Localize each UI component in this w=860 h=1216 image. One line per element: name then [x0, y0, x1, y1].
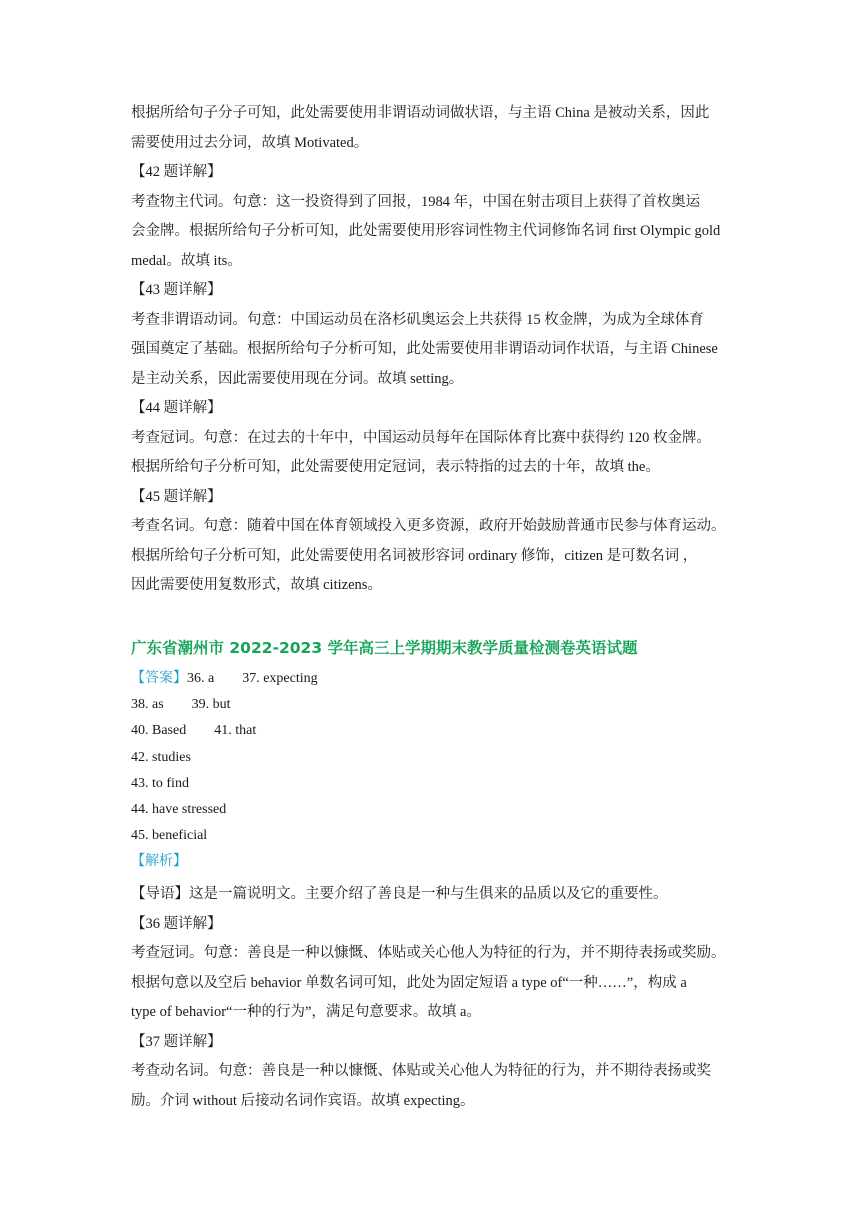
answer-43: 43. to find	[131, 775, 189, 791]
answer-line-1	[131, 666, 731, 692]
answer-line-2	[131, 692, 731, 718]
answer-line-3	[131, 718, 731, 744]
answer-40: 40. Based	[131, 723, 187, 739]
explanation-41-text: 根据所给句子分子可知，此处需要使用非谓语动词做状语，与主语 China 是被动关系，因此 需要使用过去分词，故填 Motivated。	[131, 105, 710, 151]
second-explanations	[131, 880, 731, 1116]
exam-title: 广东省潮州市 2022-2023 学年高三上学期期末教学质量检测卷英语试题	[131, 639, 638, 657]
heading-42: 【42 题详解】	[131, 164, 222, 180]
heading-44: 【44 题详解】	[131, 400, 222, 416]
explanation-37-text: 考查动名词。句意：善良是一种以慷慨、体贴或关心他人为特征的行为，并不期待表扬或奖 励。介词 without 后接动名词作宾语。故填 expecting。	[131, 1063, 711, 1109]
explanation-36-text: 考查冠词。句意：善良是一种以慷慨、体贴或关心他人为特征的行为，并不期待表扬或奖励。 根据句意以及空后 behavior 单数名词可知，此处为固定短语 a type of“一种……”，构成 a type of behavior“一种的行为”，满足句意要求。故填 a。	[131, 945, 726, 1020]
intro-text: 【导语】这是一篇说明文。主要介绍了善良是一种与生俱来的品质以及它的重要性。	[131, 886, 668, 902]
heading-45: 【45 题详解】	[131, 488, 222, 505]
answer-45: 45. beneficial	[131, 828, 208, 844]
answer-41: 41. that	[214, 723, 257, 739]
explanation-45-text: 考查名词。句意：随着中国在体育领域投入更多资源，政府开始鼓励普通市民参与体育运动。 根据所给句子分析可知，此处需要使用名词被形容词 ordinary 修饰，citizen 是可数名词 ， 因此需要使用复数形式，故填 citizens。	[131, 518, 726, 593]
analysis-tag: 【解析】	[131, 854, 187, 870]
heading-37: 【37 题详解】	[131, 1033, 222, 1050]
explanation-43-text: 考查非谓语动词。句意：中国运动员在洛杉矶奥运会上共获得 15 枚金牌，为成为全球体育 强国奠定了基础。根据所给句子分析可知，此处需要使用非谓语动词作状语，与主语 Chinese 是主动关系，因此需要使用现在分词。故填 setting。	[131, 311, 718, 387]
answer-36: 36. a	[187, 671, 215, 686]
heading-36: 【36 题详解】	[131, 915, 222, 932]
explanation-42-text: 考查物主代词。句意：这一投资得到了回报，1984 年，中国在射击项目上获得了首枚奥运 会金牌。根据所给句子分析可知，此处需要使用形容词性物主代词修饰名词 first Olympic gold medal。故填 its。	[131, 193, 721, 269]
answer-44: 44. have stressed	[131, 802, 227, 818]
exam-title-block	[131, 633, 731, 663]
previous-explanations	[131, 99, 731, 601]
answer-42: 42. studies	[131, 749, 191, 765]
answer-37: 37. expecting	[242, 671, 318, 686]
answer-39: 39. but	[191, 697, 231, 713]
answer-block	[131, 666, 731, 876]
explanation-44-text: 考查冠词。句意：在过去的十年中，中国运动员每年在国际体育比赛中获得约 120 枚金牌。 根据所给句子分析可知，此处需要使用定冠词，表示特指的过去的十年，故填 the。	[131, 429, 711, 475]
heading-43: 【43 题详解】	[131, 282, 222, 298]
answer-tag: 【答案】	[131, 671, 187, 686]
answer-38: 38. as	[131, 697, 164, 713]
